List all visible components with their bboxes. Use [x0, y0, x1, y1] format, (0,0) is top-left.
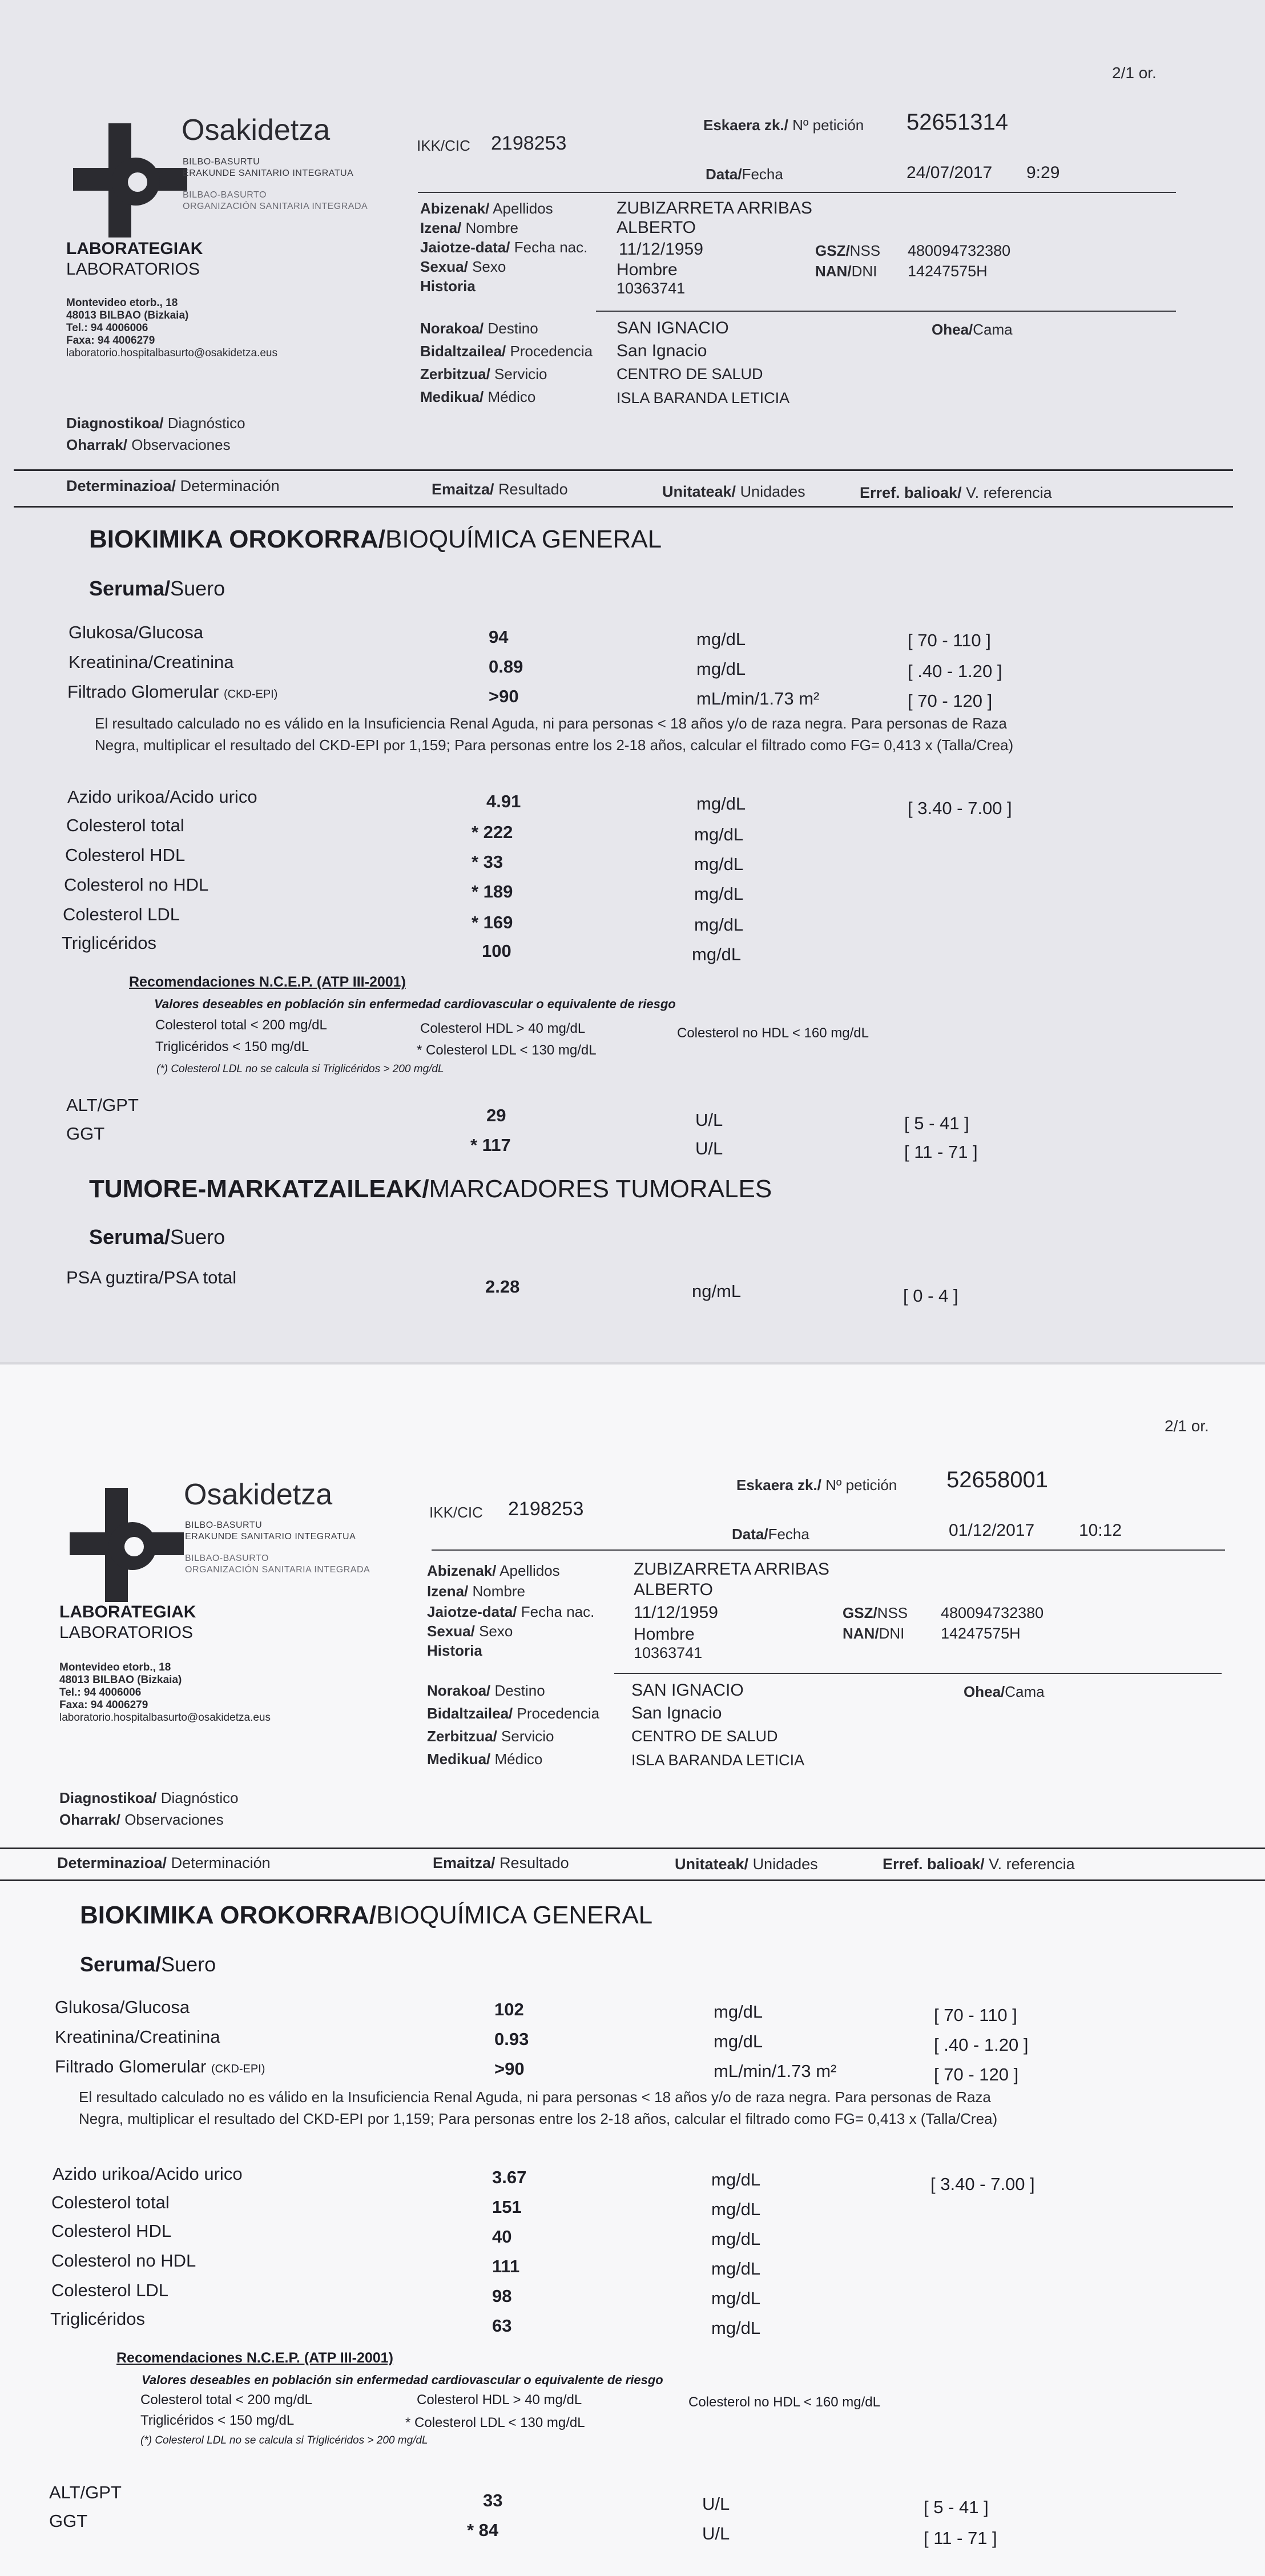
rec-colesterol-no-hdl: Colesterol no HDL < 160 mg/dL [688, 2394, 880, 2410]
section-bioquimica: BIOKIMIKA OROKORRA/BIOQUÍMICA GENERAL [89, 525, 662, 553]
test-ggt: GGT [49, 2511, 88, 2531]
diagnostico-label: Diagnostikoa/ Diagnóstico [66, 414, 245, 432]
col-header-referencia: Erref. balioak/ V. referencia [860, 484, 1052, 501]
medico-label: Medikua/ Médico [427, 1750, 543, 1768]
apellidos-label: Abizenak/ Apellidos [427, 1562, 560, 1579]
result-alt: 33 [483, 2490, 503, 2510]
unit-colesterol-no-hdl: mg/dL [711, 2259, 761, 2279]
org-line-3: BILBAO-BASURTO [185, 1553, 269, 1563]
result-colesterol-hdl: 40 [492, 2227, 512, 2247]
ref-glucosa: [ 70 - 110 ] [908, 630, 991, 650]
sexo-label: Sexua/ Sexo [427, 1623, 513, 1640]
org-line-2: ERAKUNDE SANITARIO INTEGRATUA [183, 168, 354, 178]
test-colesterol-ldl: Colesterol LDL [63, 904, 180, 924]
page-number: 2/1 or. [1165, 1417, 1209, 1435]
peticion-value: 52658001 [946, 1467, 1048, 1492]
result-ggt: * 117 [470, 1135, 511, 1155]
destino-value: SAN IGNACIO [617, 319, 729, 337]
note-line-2: Negra, multiplicar el resultado del CKD-EPI por 1,159; Para personas entre los 2-18 años, calcular el filtrado como FG= 0,413 x (Talla/Crea) [95, 736, 1014, 754]
result-psa: 2.28 [485, 1277, 520, 1297]
col-header-referencia: Erref. balioak/ V. referencia [883, 1855, 1075, 1873]
note-line-2: Negra, multiplicar el resultado del CKD-EPI por 1,159; Para personas entre los 2-18 años, calcular el filtrado como FG= 0,413 x (Talla/Crea) [79, 2110, 998, 2127]
result-colesterol-no-hdl: 111 [492, 2256, 520, 2276]
ref-creatinina: [ .40 - 1.20 ] [908, 661, 1002, 681]
section-marcadores: TUMORE-MARKATZAILEAK/MARCADORES TUMORALES [89, 1175, 772, 1203]
cic-label: IKK/CIC [417, 137, 470, 154]
test-colesterol-ldl: Colesterol LDL [51, 2280, 169, 2300]
result-colesterol-ldl: * 169 [472, 912, 513, 932]
unit-colesterol-total: mg/dL [694, 824, 744, 844]
result-ggt: * 84 [467, 2520, 499, 2540]
procedencia-label: Bidaltzailea/ Procedencia [420, 343, 593, 360]
nombre-value: ALBERTO [617, 218, 696, 237]
unit-glucosa: mg/dL [714, 2002, 763, 2022]
fecha-label: Data/Fecha [706, 166, 783, 183]
rec-colesterol-ldl: * Colesterol LDL < 130 mg/dL [405, 2415, 585, 2430]
suero-subheading: Seruma/Suero [89, 577, 225, 600]
result-acido-urico: 4.91 [486, 791, 521, 811]
rec-colesterol-hdl: Colesterol HDL > 40 mg/dL [417, 2392, 582, 2408]
historia-value: 10363741 [634, 1644, 703, 1661]
peticion-value: 52651314 [907, 110, 1008, 135]
servicio-label: Zerbitzua/ Servicio [427, 1728, 554, 1745]
sexo-value: Hombre [617, 260, 678, 279]
osakidetza-logo-icon [73, 123, 193, 238]
col-header-unidades: Unitateak/ Unidades [675, 1855, 818, 1873]
rec-colesterol-hdl: Colesterol HDL > 40 mg/dL [420, 1021, 586, 1036]
divider [596, 311, 1176, 312]
col-header-determinacion: Determinazioa/ Determinación [57, 1854, 271, 1871]
fnac-label: Jaiotze-data/ Fecha nac. [427, 1603, 595, 1620]
org-line-2: ERAKUNDE SANITARIO INTEGRATUA [185, 1532, 356, 1541]
col-header-unidades: Unitateak/ Unidades [662, 483, 805, 500]
dni-value: 14247575H [908, 263, 988, 280]
rec-title: Recomendaciones N.C.E.P. (ATP III-2001) [129, 974, 406, 990]
unit-colesterol-hdl: mg/dL [694, 854, 744, 874]
test-colesterol-no-hdl: Colesterol no HDL [51, 2251, 196, 2271]
divider [432, 1549, 1225, 1551]
result-alt: 29 [486, 1105, 506, 1125]
cic-value: 2198253 [491, 132, 567, 154]
nombre-label: Izena/ Nombre [420, 219, 518, 236]
ref-psa: [ 0 - 4 ] [903, 1286, 958, 1306]
note-line-1: El resultado calculado no es válido en la Insuficiencia Renal Aguda, ni para personas < 18 años y/o de raza negra. Para personas de Raza [79, 2088, 991, 2106]
observaciones-label: Oharrak/ Observaciones [59, 1811, 224, 1828]
medico-value: ISLA BARANDA LETICIA [617, 389, 790, 406]
historia-value: 10363741 [617, 280, 686, 297]
destino-value: SAN IGNACIO [631, 1681, 744, 1700]
org-name: Osakidetza [182, 114, 331, 147]
result-filtrado: >90 [489, 686, 519, 706]
test-glucosa: Glukosa/Glucosa [69, 622, 204, 642]
divider [14, 506, 1233, 508]
historia-label: Historia [420, 277, 476, 295]
ref-acido-urico: [ 3.40 - 7.00 ] [908, 798, 1012, 818]
rec-colesterol-total: Colesterol total < 200 mg/dL [155, 1017, 327, 1033]
test-colesterol-no-hdl: Colesterol no HDL [64, 875, 209, 895]
unit-acido-urico: mg/dL [696, 794, 746, 814]
dni-label: NAN/DNI [815, 263, 877, 280]
test-alt: ALT/GPT [66, 1095, 139, 1115]
ref-alt: [ 5 - 41 ] [924, 2497, 989, 2517]
unit-alt: U/L [702, 2494, 730, 2514]
rec-title: Recomendaciones N.C.E.P. (ATP III-2001) [116, 2350, 393, 2366]
servicio-value: CENTRO DE SALUD [617, 365, 763, 383]
divider [0, 1848, 1265, 1849]
unit-trigliceridos: mg/dL [711, 2318, 761, 2338]
result-colesterol-no-hdl: * 189 [472, 882, 513, 901]
medico-value: ISLA BARANDA LETICIA [631, 1752, 805, 1769]
test-acido-urico: Azido urikoa/Acido urico [53, 2164, 243, 2184]
diagnostico-label: Diagnostikoa/ Diagnóstico [59, 1789, 239, 1806]
fnac-label: Jaiotze-data/ Fecha nac. [420, 239, 588, 256]
result-creatinina: 0.93 [494, 2029, 529, 2049]
medico-label: Medikua/ Médico [420, 388, 536, 405]
rec-trigliceridos: Triglicéridos < 150 mg/dL [140, 2413, 295, 2428]
test-colesterol-total: Colesterol total [51, 2192, 170, 2212]
unit-colesterol-no-hdl: mg/dL [694, 884, 744, 904]
unit-glucosa: mg/dL [696, 629, 746, 649]
test-creatinina: Kreatinina/Creatinina [55, 2027, 220, 2047]
destino-label: Norakoa/ Destino [420, 320, 538, 337]
sexo-label: Sexua/ Sexo [420, 258, 506, 275]
fecha-value: 24/07/2017 [907, 163, 993, 182]
unit-colesterol-ldl: mg/dL [711, 2288, 761, 2308]
apellidos-value: ZUBIZARRETA ARRIBAS [617, 199, 812, 218]
org-line-4: ORGANIZACIÓN SANITARIA INTEGRADA [185, 1565, 370, 1575]
result-creatinina: 0.89 [489, 657, 523, 677]
ref-acido-urico: [ 3.40 - 7.00 ] [930, 2174, 1035, 2194]
test-colesterol-hdl: Colesterol HDL [51, 2221, 172, 2241]
result-filtrado: >90 [494, 2059, 525, 2079]
cama-label: Ohea/Cama [932, 321, 1013, 338]
rec-colesterol-no-hdl: Colesterol no HDL < 160 mg/dL [677, 1025, 869, 1041]
col-header-resultado: Emaitza/ Resultado [433, 1854, 569, 1871]
unit-ggt: U/L [695, 1138, 723, 1158]
result-colesterol-hdl: * 33 [472, 852, 503, 872]
test-colesterol-hdl: Colesterol HDL [65, 845, 186, 865]
ref-ggt: [ 11 - 71 ] [904, 1142, 978, 1162]
page-number: 2/1 or. [1112, 64, 1157, 82]
destino-label: Norakoa/ Destino [427, 1682, 545, 1699]
test-trigliceridos: Triglicéridos [50, 2309, 145, 2329]
rec-footnote: (*) Colesterol LDL no se calcula si Triglicéridos > 200 mg/dL [140, 2434, 428, 2446]
fnac-value: 11/12/1959 [619, 240, 703, 259]
unit-colesterol-ldl: mg/dL [694, 915, 744, 935]
sexo-value: Hombre [634, 1625, 695, 1644]
lab-title: LABORATEGIAK LABORATORIOS [59, 1603, 196, 1642]
result-glucosa: 102 [494, 1999, 524, 2019]
result-acido-urico: 3.67 [492, 2167, 527, 2187]
org-name: Osakidetza [184, 1478, 333, 1511]
apellidos-label: Abizenak/ Apellidos [420, 200, 553, 217]
result-glucosa: 94 [489, 627, 509, 647]
unit-filtrado: mL/min/1.73 m² [714, 2061, 837, 2081]
result-trigliceridos: 100 [482, 941, 511, 961]
rec-subtitle: Valores deseables en población sin enfermedad cardiovascular o equivalente de riesgo [142, 2373, 663, 2387]
org-line-1: BILBO-BASURTU [183, 157, 260, 167]
rec-trigliceridos: Triglicéridos < 150 mg/dL [155, 1039, 309, 1054]
test-psa: PSA guztira/PSA total [66, 1267, 237, 1287]
peticion-label: Eskaera zk./ Nº petición [736, 1476, 897, 1494]
ref-filtrado: [ 70 - 120 ] [934, 2064, 1019, 2084]
divider [614, 1673, 1222, 1674]
historia-label: Historia [427, 1642, 482, 1659]
peticion-label: Eskaera zk./ Nº petición [703, 116, 864, 134]
unit-filtrado: mL/min/1.73 m² [696, 689, 820, 709]
divider [418, 192, 1176, 193]
test-ggt: GGT [66, 1124, 105, 1144]
ref-glucosa: [ 70 - 110 ] [934, 2005, 1017, 2025]
procedencia-value: San Ignacio [631, 1704, 722, 1722]
test-filtrado: Filtrado Glomerular (CKD-EPI) [67, 682, 278, 702]
hora-value: 9:29 [1026, 163, 1060, 182]
org-line-4: ORGANIZACIÓN SANITARIA INTEGRADA [183, 202, 368, 211]
test-colesterol-total: Colesterol total [66, 815, 184, 835]
osakidetza-logo-icon [70, 1488, 190, 1602]
rec-footnote: (*) Colesterol LDL no se calcula si Triglicéridos > 200 mg/dL [156, 1063, 444, 1075]
result-colesterol-total: * 222 [472, 822, 513, 842]
unit-psa: ng/mL [692, 1281, 742, 1301]
nombre-label: Izena/ Nombre [427, 1583, 525, 1600]
nombre-value: ALBERTO [634, 1580, 713, 1599]
servicio-value: CENTRO DE SALUD [631, 1728, 778, 1745]
unit-colesterol-hdl: mg/dL [711, 2229, 761, 2249]
unit-trigliceridos: mg/dL [692, 944, 742, 964]
divider [14, 469, 1233, 471]
suero-subheading: Seruma/Suero [80, 1953, 216, 1976]
fnac-value: 11/12/1959 [634, 1603, 718, 1622]
ref-alt: [ 5 - 41 ] [904, 1113, 969, 1133]
test-creatinina: Kreatinina/Creatinina [69, 652, 234, 672]
result-colesterol-ldl: 98 [492, 2286, 512, 2306]
apellidos-value: ZUBIZARRETA ARRIBAS [634, 1560, 829, 1579]
result-colesterol-total: 151 [492, 2197, 522, 2217]
observaciones-label: Oharrak/ Observaciones [66, 436, 231, 453]
fecha-value: 01/12/2017 [949, 1521, 1035, 1540]
procedencia-label: Bidaltzailea/ Procedencia [427, 1705, 600, 1722]
lab-address: Montevideo etorb., 18 48013 BILBAO (Bizkaia) Tel.: 94 4006006 Faxa: 94 4006279 laboratorio.hospitalbasurto@osakidetza.eus [59, 1661, 271, 1724]
section-bioquimica: BIOKIMIKA OROKORRA/BIOQUÍMICA GENERAL [80, 1901, 653, 1929]
col-header-determinacion: Determinazioa/ Determinación [66, 477, 280, 494]
lab-report-december [0, 1365, 1265, 2576]
test-alt: ALT/GPT [49, 2482, 122, 2502]
org-line-1: BILBO-BASURTU [185, 1520, 263, 1530]
test-trigliceridos: Triglicéridos [62, 933, 156, 953]
test-glucosa: Glukosa/Glucosa [55, 1997, 190, 2017]
note-line-1: El resultado calculado no es válido en la Insuficiencia Renal Aguda, ni para personas < 18 años y/o de raza negra. Para personas de Raza [95, 715, 1007, 732]
lab-title: LABORATEGIAK LABORATORIOS [66, 239, 203, 279]
cama-label: Ohea/Cama [964, 1683, 1045, 1700]
suero-subheading: Seruma/Suero [89, 1225, 225, 1249]
unit-creatinina: mg/dL [714, 2031, 763, 2051]
unit-colesterol-total: mg/dL [711, 2199, 761, 2219]
ref-creatinina: [ .40 - 1.20 ] [934, 2035, 1029, 2055]
nss-label: GSZ/NSS [843, 1604, 908, 1621]
cic-value: 2198253 [508, 1498, 584, 1520]
col-header-resultado: Emaitza/ Resultado [432, 481, 568, 498]
cic-label: IKK/CIC [429, 1504, 483, 1521]
rec-colesterol-total: Colesterol total < 200 mg/dL [140, 2392, 312, 2408]
procedencia-value: San Ignacio [617, 341, 707, 360]
unit-acido-urico: mg/dL [711, 2170, 761, 2189]
servicio-label: Zerbitzua/ Servicio [420, 365, 547, 383]
result-trigliceridos: 63 [492, 2316, 512, 2336]
unit-creatinina: mg/dL [696, 659, 746, 679]
nss-label: GSZ/NSS [815, 242, 881, 259]
test-acido-urico: Azido urikoa/Acido urico [67, 787, 257, 807]
dni-value: 14247575H [941, 1625, 1021, 1642]
fecha-label: Data/Fecha [732, 1526, 809, 1543]
lab-address: Montevideo etorb., 18 48013 BILBAO (Bizkaia) Tel.: 94 4006006 Faxa: 94 4006279 laboratorio.hospitalbasurto@osakidetza.eus [66, 297, 277, 359]
ref-ggt: [ 11 - 71 ] [924, 2528, 997, 2548]
hora-value: 10:12 [1079, 1521, 1122, 1540]
unit-alt: U/L [695, 1110, 723, 1130]
rec-subtitle: Valores deseables en población sin enfermedad cardiovascular o equivalente de riesgo [154, 997, 676, 1011]
rec-colesterol-ldl: * Colesterol LDL < 130 mg/dL [417, 1043, 597, 1058]
ref-filtrado: [ 70 - 120 ] [908, 691, 993, 711]
unit-ggt: U/L [702, 2523, 730, 2543]
test-filtrado: Filtrado Glomerular (CKD-EPI) [55, 2056, 265, 2076]
nss-value: 480094732380 [908, 242, 1011, 259]
divider [0, 1879, 1265, 1881]
dni-label: NAN/DNI [843, 1625, 905, 1642]
org-line-3: BILBAO-BASURTO [183, 190, 267, 200]
nss-value: 480094732380 [941, 1604, 1044, 1621]
